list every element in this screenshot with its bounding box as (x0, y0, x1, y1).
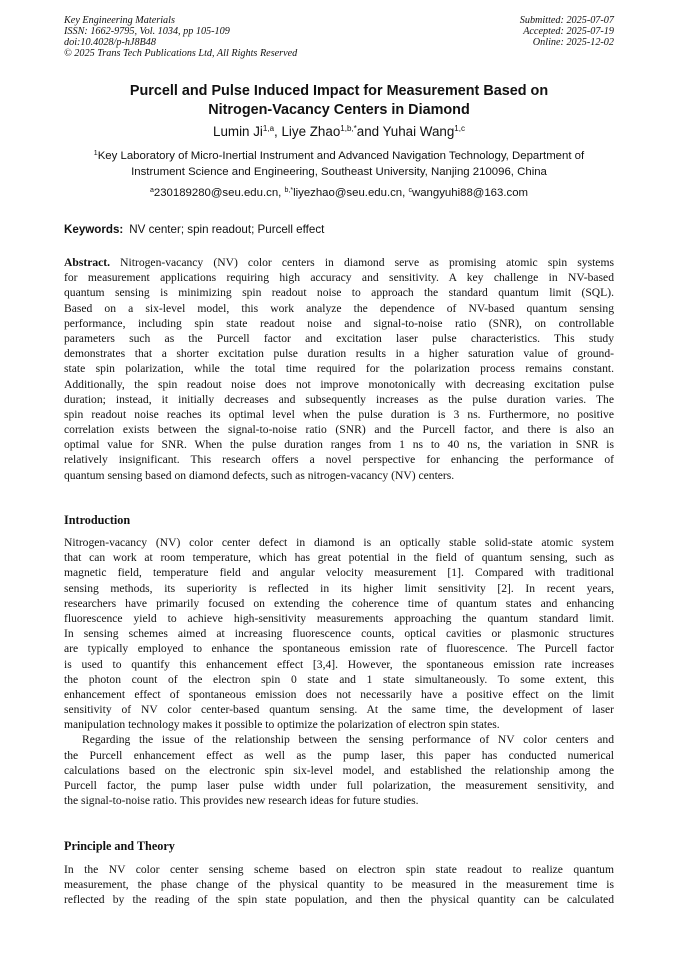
abstract-label: Abstract. (64, 256, 111, 269)
author-emails (64, 186, 614, 201)
email-address: wangyuhi88@163.com (411, 187, 529, 199)
intro-line: are typically employed to enhance the spontaneous emission rate of fluorescence. The Purcell factor (64, 642, 614, 656)
principle-line: reflected by the reading of the spin state population, and then the physical quantity can be calculated (64, 893, 614, 907)
author-name: Lumin Ji (213, 124, 263, 139)
abstract-line (64, 255, 614, 270)
author-and: and (356, 124, 383, 139)
online-date: Online: 2025-12-02 (532, 37, 614, 48)
abstract-line: correlation exists between the signal-to-noise ratio (SNR) and the Purcell factor, and there is also an (64, 423, 614, 437)
author-list (64, 123, 614, 140)
abstract-line: state spin polarization, while the total time required for the polarization process remains constant. (64, 362, 614, 376)
email-mark: b,* (284, 187, 294, 194)
intro-line: Purcell factor, the pump laser pulse width under full polarization, the measurement sensitivity, and (64, 779, 614, 792)
intro-line: enhancement effect of spontaneous emission does not necessarily have a positive effect on the limit (64, 687, 614, 701)
abstract-line: quantum sensing is minimizing spin readout noise to approach the standard quantum limit (SQL). (64, 286, 614, 300)
principle-heading: Principle and Theory (64, 839, 175, 853)
principle-line: measurement, the phase change of the physical quantity to be measured in the measurement time is (64, 878, 614, 892)
author-name: Liye Zhao (281, 124, 341, 139)
submitted-date: Submitted: 2025-07-07 (519, 15, 614, 26)
intro-line: is used to quantify this enhancement effect [3,4]. However, the spontaneous emission rate increases (64, 657, 614, 671)
intro-line: the Purcell enhancement effect as well as the pump laser, this paper has conducted numerical (64, 748, 614, 762)
keywords (64, 222, 324, 237)
abstract-line: spin readout noise reaches its optimal level when the pulse duration is 3 ns. Furthermore, no positive (64, 407, 614, 421)
abstract-line: Additionally, the spin readout noise does not improve monotonically with decreasing excitation pulse (64, 377, 614, 391)
abstract-line: duration; instead, it initially decreases and subsequently increases as the pulse duration varies. The (64, 392, 614, 406)
paper-title (64, 82, 614, 120)
keywords-label: Keywords: (64, 223, 124, 236)
author-affiliation-mark: 1,a (262, 124, 275, 133)
title-line: Nitrogen-Vacancy Centers in Diamond (208, 102, 470, 118)
dates-header (520, 15, 614, 48)
abstract-text: Nitrogen-vacancy (NV) color centers in diamond serve as promising atomic spin systems (110, 256, 614, 269)
accepted-date: Accepted: 2025-07-19 (523, 26, 614, 37)
author-separator: , (274, 124, 282, 139)
intro-line: researchers have primarily focused on extending the coherence time of quantum states and enhancing (64, 596, 614, 610)
journal-doi: doi:10.4028/p-hJ8B48 (64, 37, 156, 48)
email-address: liyezhao@seu.edu.cn, (293, 187, 409, 199)
intro-line: that can work at room temperature, which has great potential in the field of quantum sensing, such as (64, 551, 614, 565)
principle-body (64, 862, 614, 908)
abstract-line: parameters such as the Purcell factor and excitation laser pulse characteristics. This study (64, 331, 614, 345)
journal-header (64, 15, 297, 59)
keywords-text: NV center; spin readout; Purcell effect (129, 223, 325, 236)
affiliation-text: Key Laboratory of Micro-Inertial Instrument and Advanced Navigation Technology, Department of (97, 150, 585, 162)
introduction-body (64, 535, 614, 808)
email-mark: c (408, 187, 412, 194)
affiliation-line: Instrument Science and Engineering, Southeast University, Nanjing 210096, China (131, 165, 547, 178)
title-line: Purcell and Pulse Induced Impact for Measurement Based on (129, 83, 549, 99)
affiliation-mark: 1 (93, 150, 98, 157)
intro-line: Regarding the issue of the relationship between the sensing performance of NV color centers and (82, 733, 614, 747)
intro-line: calculations based on the electronic spin six-level model, and established the relationship among the (64, 763, 614, 777)
affiliation-line (64, 149, 614, 165)
email-mark: a (149, 187, 154, 194)
principle-line: In the NV color center sensing scheme based on electron spin state readout to realize quantum (64, 863, 614, 876)
abstract-line: Based on a six-level model, this work analyze the dependence of NV-based quantum sensing (64, 301, 614, 315)
intro-line: manipulation technology makes it possible to optimize the polarization of electron spin states. (64, 718, 500, 732)
intro-line: In sensing schemes aimed at increasing fluorescence counts, optical cavities or plasmonic structures (64, 627, 614, 641)
author-affiliation-mark: 1,b,* (340, 124, 357, 133)
intro-line: sensitivity of NV color center-based quantum sensing. At the same time, the development of laser (64, 703, 614, 717)
intro-line: fluorescence yield to achieve high-sensitivity measurements approaching the quantum standard limit. (64, 611, 614, 625)
intro-line: Nitrogen-vacancy (NV) color center defect in diamond is an optically stable solid-state atomic system (64, 536, 614, 549)
abstract-line: relatively insignificant. This research offers a novel perspective for enhancing the performance of (64, 453, 614, 467)
email-address: 230189280@seu.edu.cn, (153, 187, 285, 199)
intro-line: sensing methods, its superiority is reflected in its higher limit sensitivity [2]. In recent years, (64, 581, 614, 595)
journal-name: Key Engineering Materials (64, 15, 175, 26)
abstract-line: for measurement applications requiring high accuracy and sensitivity. A key challenge in NV-based (64, 271, 614, 285)
abstract (64, 255, 614, 483)
author-affiliation-mark: 1,c (454, 124, 465, 133)
journal-issn: ISSN: 1662-9795, Vol. 1034, pp 105-109 (64, 26, 230, 37)
intro-line: the signal-to-noise ratio. This provides new research ideas for future studies. (64, 794, 419, 808)
intro-line: the photon count of the electron spin 0 state and 1 state simultaneously. To some extent, this (64, 672, 614, 686)
introduction-heading: Introduction (64, 513, 131, 527)
author-name: Yuhai Wang (382, 124, 455, 139)
abstract-line: optimal value for SNR. When the pulse duration ranges from 1 ns to 40 ns, the variation in SNR is (64, 438, 614, 452)
intro-line: magnetic field, temperature field and angular velocity measurement [1]. Compared with traditional (64, 566, 614, 580)
abstract-line: performance, including spin state readout noise and signal-to-noise ratio (SNR), on controllable (64, 316, 614, 330)
abstract-line: quantum sensing based on diamond defects, such as nitrogen-vacancy (NV) centers. (64, 468, 455, 482)
journal-copyright: © 2025 Trans Tech Publications Ltd, All Rights Reserved (64, 48, 298, 59)
abstract-line: demonstrates that a shorter excitation pulse duration results in a higher saturation value of ground- (64, 347, 614, 361)
affiliation (64, 149, 614, 180)
